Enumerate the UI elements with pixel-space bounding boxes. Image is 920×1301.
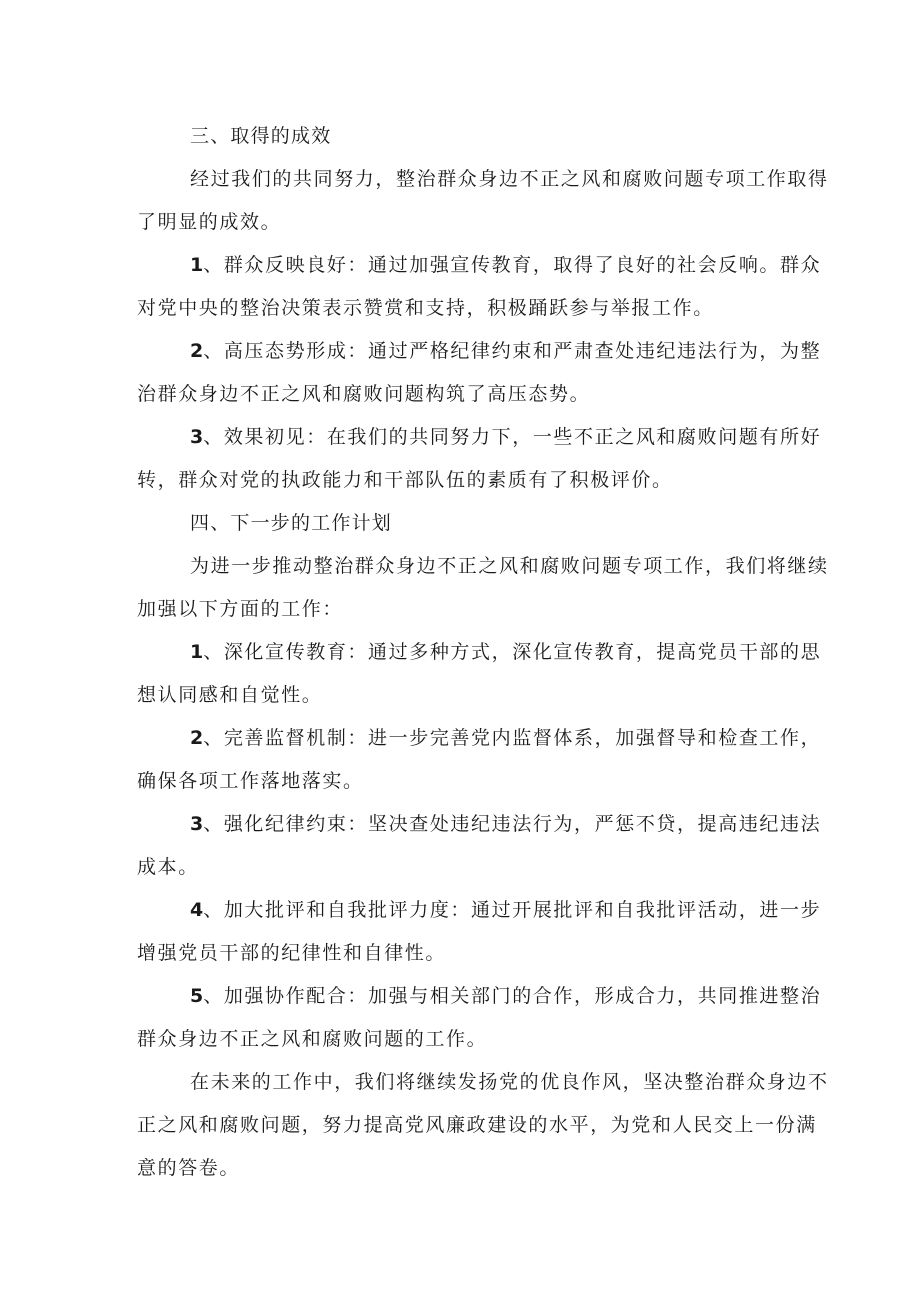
list-item-line <box>190 252 821 278</box>
list-item-line: 转，群众对党的执政能力和干部队伍的素质有了积极评价。 <box>137 469 673 491</box>
list-item-text: 、强化纪律约束：坚决查处违纪违法行为，严惩不贷，提高违纪违法 <box>203 813 822 835</box>
list-item-text: 、效果初见：在我们的共同努力下，一些不正之风和腐败问题有所好 <box>203 426 822 448</box>
list-item-number: 3 <box>190 813 204 835</box>
list-item-text: 、高压态势形成：通过严格纪律约束和严肃查处违纪违法行为，为整 <box>203 340 822 362</box>
list-item-text: 、群众反映良好：通过加强宣传教育，取得了良好的社会反响。群众 <box>203 254 822 276</box>
list-item-number: 5 <box>190 985 204 1007</box>
list-item-number: 1 <box>190 641 204 663</box>
section-heading-3: 三、取得的成效 <box>190 125 332 147</box>
section-heading-4: 四、下一步的工作计划 <box>190 512 393 534</box>
paragraph-line: 为进一步推动整治群众身边不正之风和腐败问题专项工作，我们将继续 <box>190 555 829 577</box>
list-item-line: 群众身边不正之风和腐败问题的工作。 <box>137 1028 488 1050</box>
list-item-line <box>190 424 821 450</box>
list-item-number: 4 <box>190 899 204 921</box>
closing-line: 正之风和腐败问题，努力提高党风廉政建设的水平，为党和人民交上一份满 <box>137 1114 817 1136</box>
list-item-line <box>190 639 821 665</box>
closing-line: 在未来的工作中，我们将继续发扬党的优良作风，坚决整治群众身边不 <box>190 1071 829 1093</box>
list-item-line <box>190 897 821 923</box>
list-item-line: 确保各项工作落地落实。 <box>137 770 364 792</box>
list-item-line <box>190 338 821 364</box>
list-item-line: 治群众身边不正之风和腐败问题构筑了高压态势。 <box>137 383 591 405</box>
paragraph-line: 了明显的成效。 <box>137 211 282 233</box>
list-item-line: 想认同感和自觉性。 <box>137 684 323 706</box>
list-item-line: 增强党员干部的纪律性和自律性。 <box>137 942 447 964</box>
list-item-number: 2 <box>190 340 204 362</box>
paragraph-line: 加强以下方面的工作： <box>137 598 344 620</box>
closing-line: 意的答卷。 <box>137 1157 241 1179</box>
list-item-line <box>190 983 821 1009</box>
list-item-text: 、完善监督机制：进一步完善党内监督体系，加强督导和检查工作， <box>203 727 822 749</box>
list-item-line <box>190 811 821 837</box>
list-item-line: 对党中央的整治决策表示赞赏和支持，积极踊跃参与举报工作。 <box>137 297 714 319</box>
list-item-line: 成本。 <box>137 856 199 878</box>
list-item-number: 3 <box>190 426 204 448</box>
paragraph-line: 经过我们的共同努力，整治群众身边不正之风和腐败问题专项工作取得 <box>190 168 829 190</box>
list-item-text: 、加大批评和自我批评力度：通过开展批评和自我批评活动，进一步 <box>203 899 822 921</box>
list-item-text: 、加强协作配合：加强与相关部门的合作，形成合力，共同推进整治 <box>203 985 822 1007</box>
list-item-line <box>190 725 821 751</box>
list-item-text: 、深化宣传教育：通过多种方式，深化宣传教育，提高党员干部的思 <box>203 641 822 663</box>
list-item-number: 1 <box>190 254 204 276</box>
list-item-number: 2 <box>190 727 204 749</box>
